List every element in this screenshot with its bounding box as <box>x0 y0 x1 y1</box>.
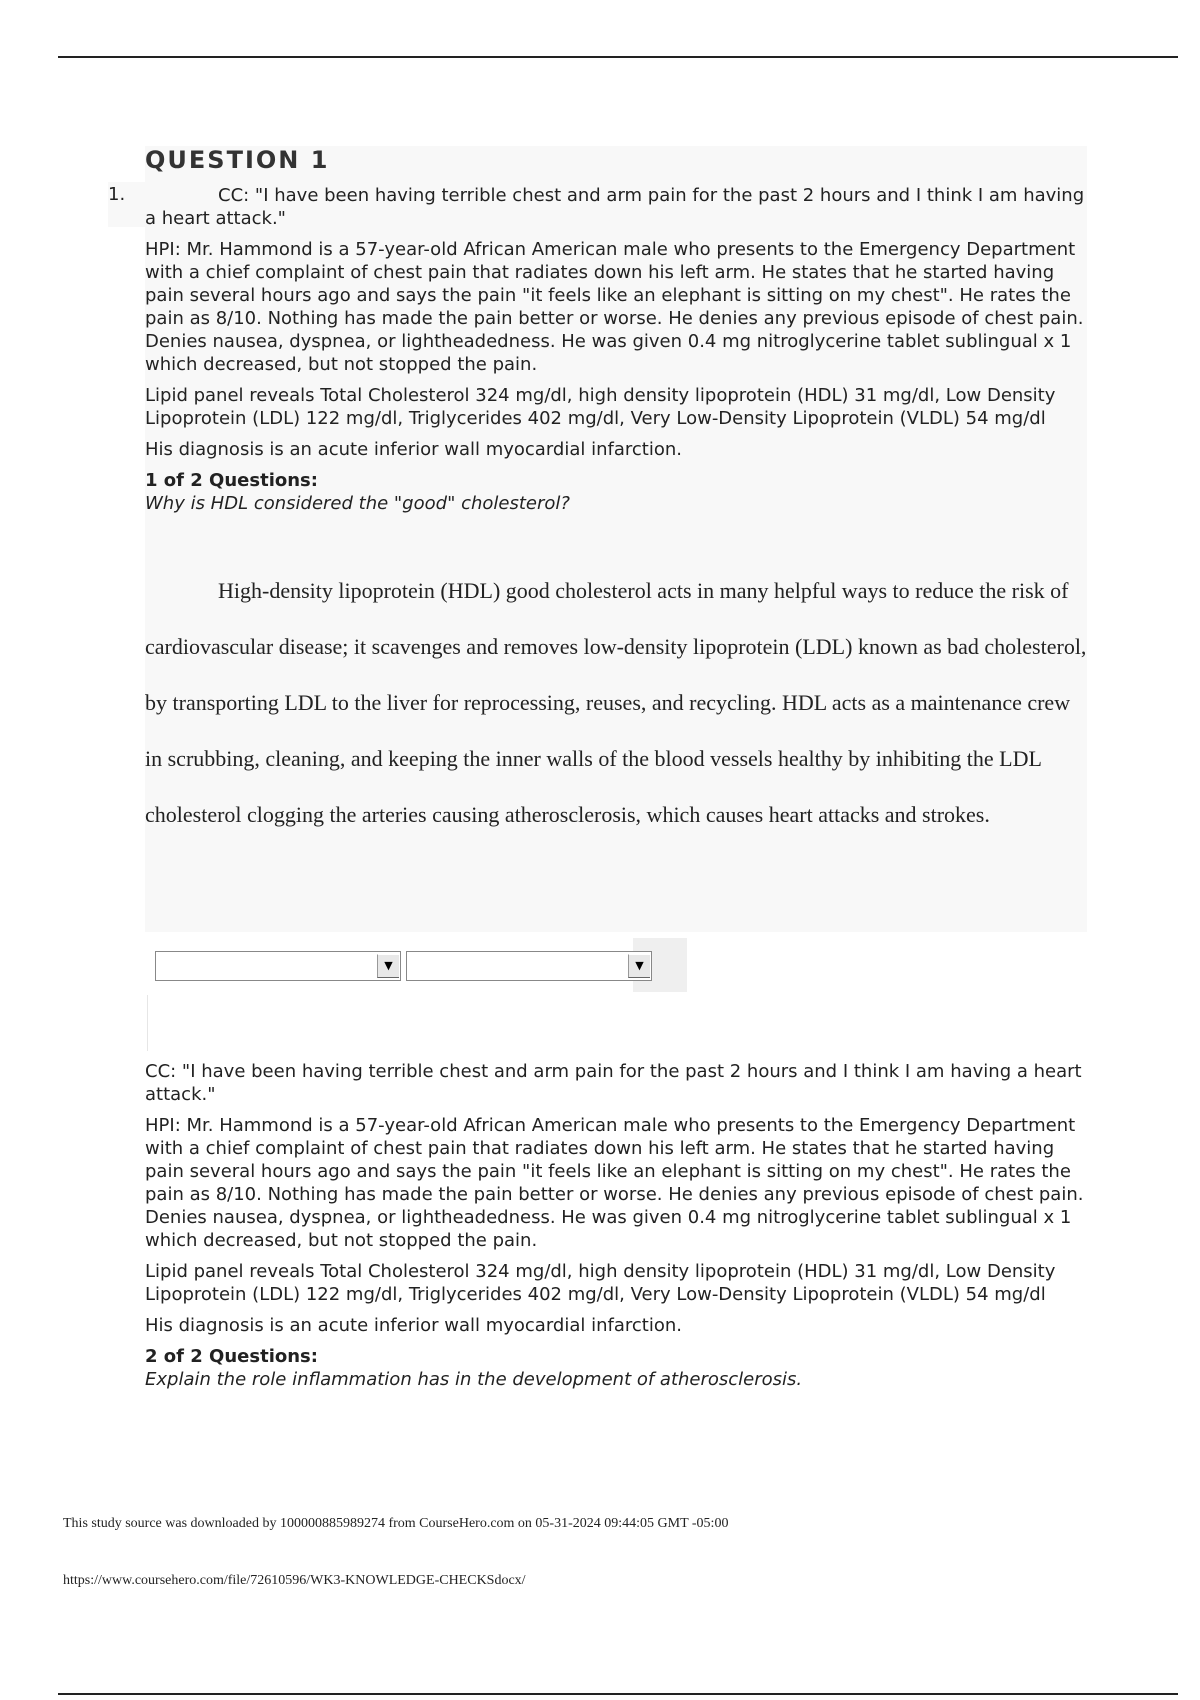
hpi-paragraph-2: HPI: Mr. Hammond is a 57-year-old African American male who presents to the Emergency Department with a chief complaint of chest pain that radiates down his left arm. He states that he started having pain several hours ago and says the pain "it feels like an elephant is sitting on my chest". He rates the pain as 8/10. Nothing has made the pain better or worse. He denies any previous episode of chest pain. Denies nausea, dyspnea, or lightheadedness. He was given 0.4 mg nitroglycerine tablet sublingual x 1 which decreased, but not stopped the pain. <box>145 1115 1084 1251</box>
sub-question-2-text: Explain the role inflammation has in the development of atherosclerosis. <box>145 1369 803 1390</box>
source-url[interactable]: https://www.coursehero.com/file/72610596/WK3-KNOWLEDGE-CHECKSdocx/ <box>63 1573 526 1588</box>
sub-question-1-label: 1 of 2 Questions: <box>145 470 318 491</box>
chevron-down-icon[interactable]: ▼ <box>628 954 650 978</box>
bottom-rule <box>58 1693 1178 1695</box>
question-2-content <box>145 1060 1087 1399</box>
question-1-content <box>145 184 1087 523</box>
lipid-panel: Lipid panel reveals Total Cholesterol 324 mg/dl, high density lipoprotein (HDL) 31 mg/dl, Low Density Lipoprotein (LDL) 122 mg/dl, Triglycerides 402 mg/dl, Very Low-Density Lipoprotein (VLDL) 54 mg/dl <box>145 385 1056 429</box>
question-number: 1. <box>108 184 126 205</box>
sub-question-1-text: Why is HDL considered the "good" cholesterol? <box>145 493 570 514</box>
second-dropdown[interactable] <box>406 951 652 981</box>
sub-question-2-label: 2 of 2 Questions: <box>145 1346 318 1367</box>
diagnosis-2: His diagnosis is an acute inferior wall myocardial infarction. <box>145 1315 682 1336</box>
top-rule <box>58 56 1178 58</box>
first-dropdown[interactable] <box>155 951 401 981</box>
diagnosis: His diagnosis is an acute inferior wall myocardial infarction. <box>145 439 682 460</box>
divider-line <box>147 995 148 1051</box>
question-title: QUESTION 1 <box>145 146 330 174</box>
download-notice: This study source was downloaded by 100000885989274 from CourseHero.com on 05-31-2024 09:44:05 GMT -05:00 <box>63 1516 729 1531</box>
answer-text[interactable]: High-density lipoprotein (HDL) good cholesterol acts in many helpful ways to reduce the risk of cardiovascular disease; it scavenges and removes low-density lipoprotein (LDL) known as bad cholesterol, by transporting LDL to the liver for reprocessing, reuses, and recycling. HDL acts as a maintenance crew in scrubbing, cleaning, and keeping the inner walls of the blood vessels healthy by inhibiting the LDL cholesterol clogging the arteries causing atherosclerosis, which causes heart attacks and strokes. <box>145 578 1087 827</box>
chevron-down-icon[interactable]: ▼ <box>377 954 399 978</box>
chief-complaint-2: CC: "I have been having terrible chest and arm pain for the past 2 hours and I think I am having a heart attack." <box>145 1061 1082 1105</box>
lipid-panel-2: Lipid panel reveals Total Cholesterol 324 mg/dl, high density lipoprotein (HDL) 31 mg/dl, Low Density Lipoprotein (LDL) 122 mg/dl, Triglycerides 402 mg/dl, Very Low-Density Lipoprotein (VLDL) 54 mg/dl <box>145 1261 1056 1305</box>
hpi-paragraph: HPI: Mr. Hammond is a 57-year-old African American male who presents to the Emergency Department with a chief complaint of chest pain that radiates down his left arm. He states that he started having pain several hours ago and says the pain "it feels like an elephant is sitting on my chest". He rates the pain as 8/10. Nothing has made the pain better or worse. He denies any previous episode of chest pain. Denies nausea, dyspnea, or lightheadedness. He was given 0.4 mg nitroglycerine tablet sublingual x 1 which decreased, but not stopped the pain. <box>145 239 1084 375</box>
chief-complaint: CC: "I have been having terrible chest and arm pain for the past 2 hours and I think I am having a heart attack." <box>145 185 1085 229</box>
